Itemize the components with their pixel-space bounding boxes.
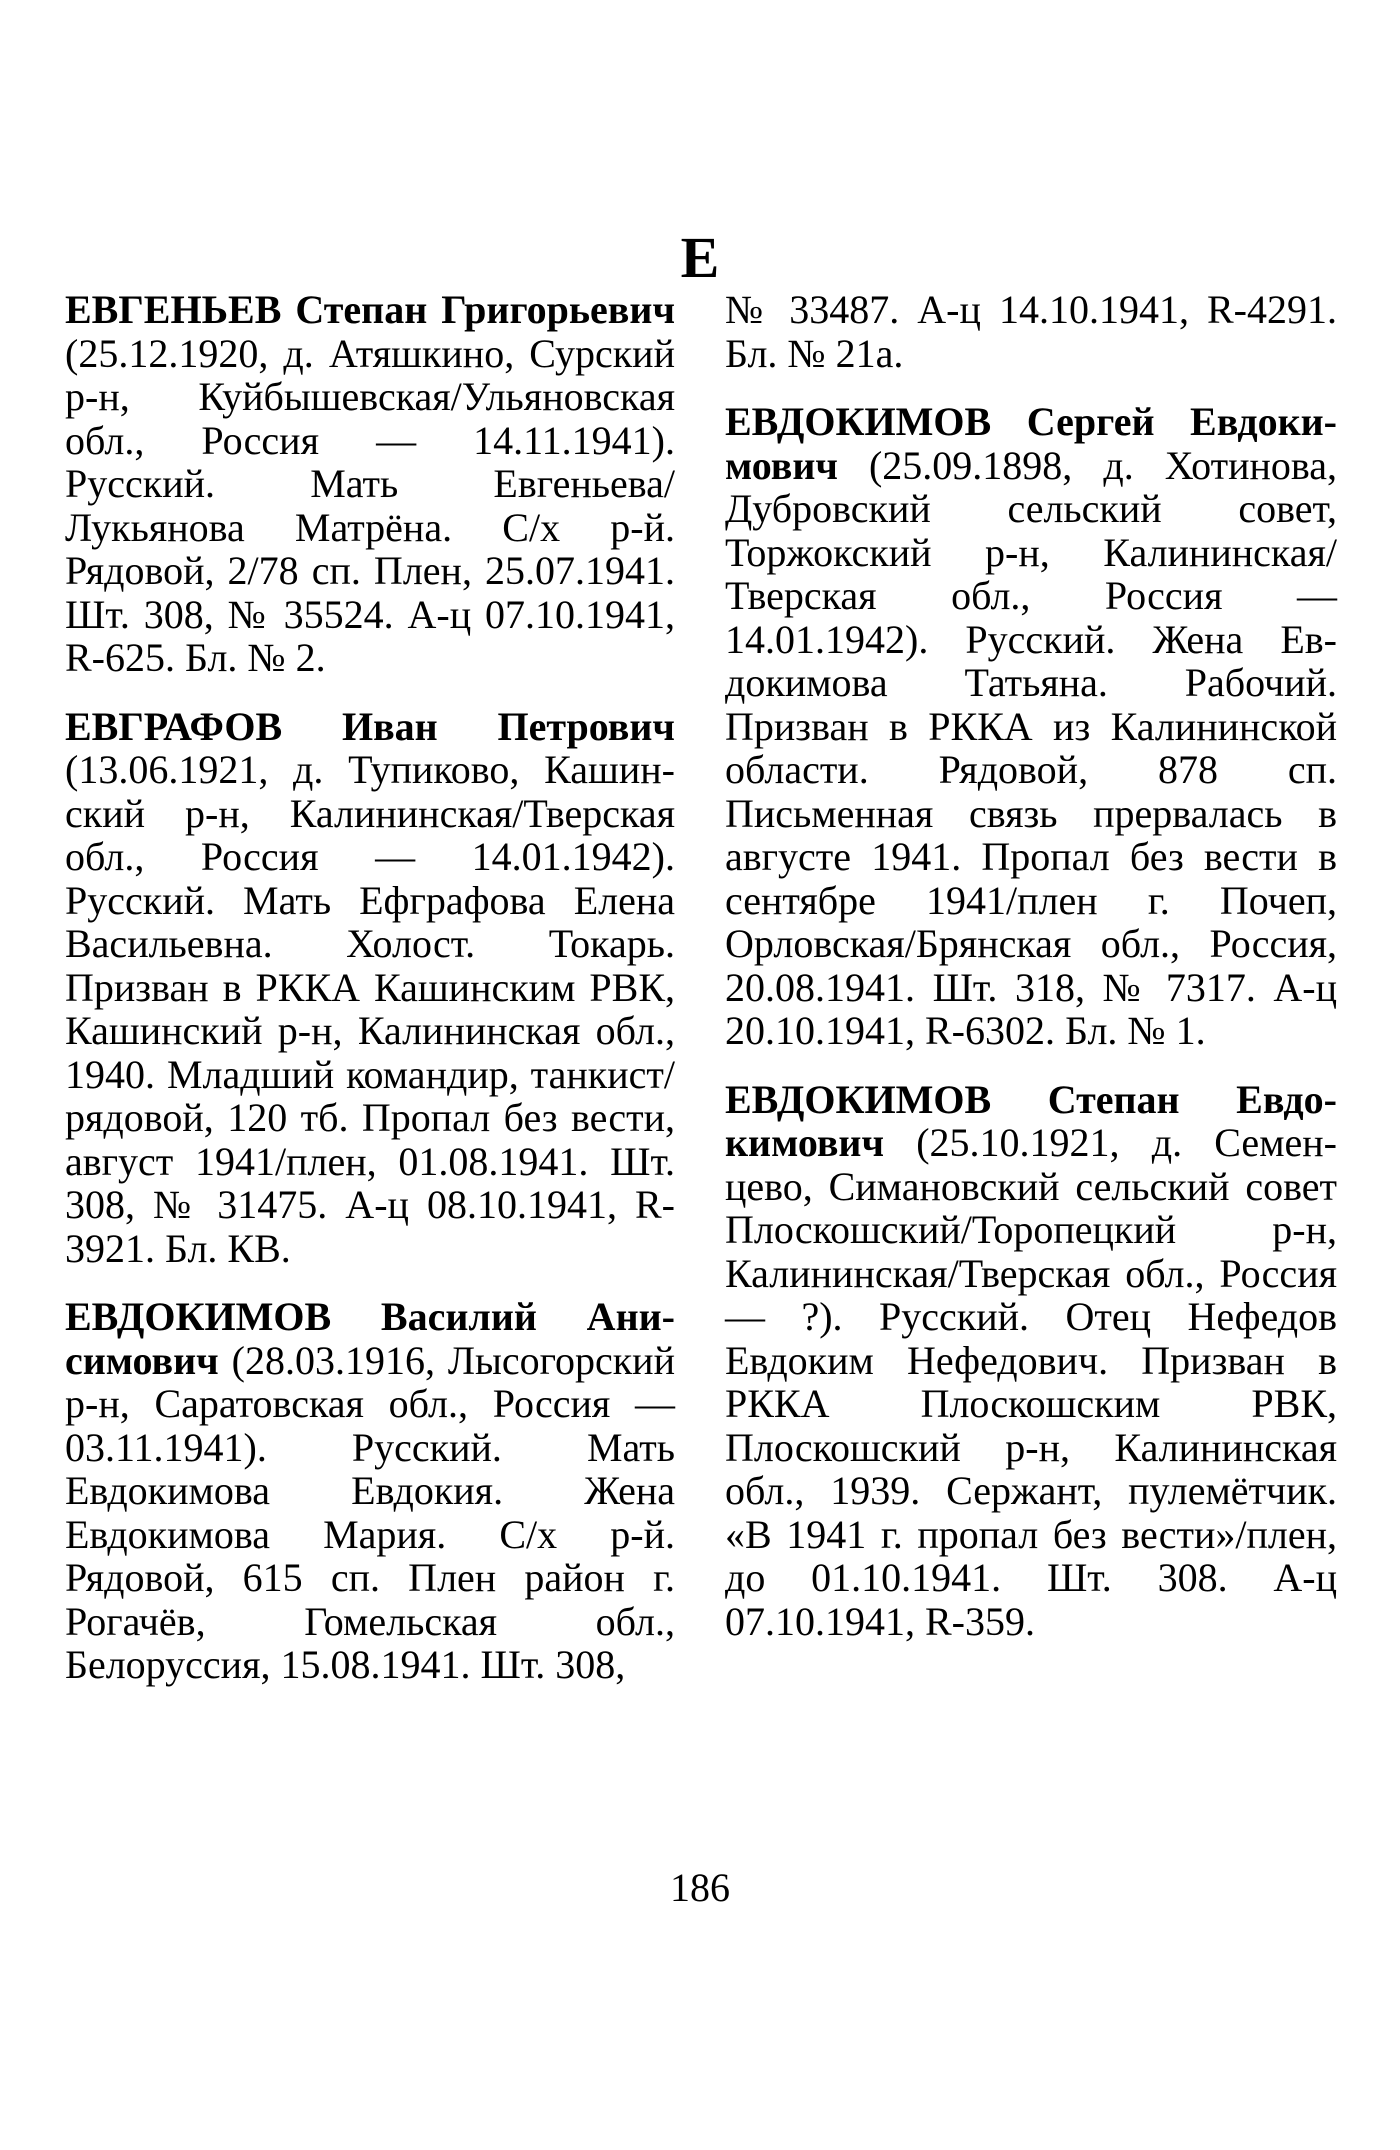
entry-evdokimov-vasily bbox=[65, 1295, 675, 1687]
entry-text: (25.12.1920, д. Атяшкино, Сурский р-н, Куйбышевская/Ульяновская обл., Россия — 14.11.1941). Русский. Мать Евгеньева/Лукьянова Матрёна. С/х р-й. Рядовой, 2/78 сп. Плен, 25.07.1941. Шт. 308, № 35524. А-ц 07.10.1941, R-625. Бл. № 2. bbox=[65, 330, 675, 680]
right-column bbox=[725, 288, 1337, 1668]
entry-text: (13.06.1921, д. Тупиково, Кашинский р-н, Калининская/Тверская обл., Россия — 14.01.1942). Русский. Мать Ефграфова Елена Васильевна. Холост. Токарь. Призван в РККА Кашинским РВК, Кашинский р-н, Калининская обл., 1940. Младший командир, танкист/рядовой, 120 тб. Пропал без вести, август 1941/плен, 01.08.1941. Шт. 308, № 31475. А-ц 08.10.1941, R-3921. Бл. КВ. bbox=[65, 747, 675, 1271]
entry-name: ЕВДОКИМОВ Василий Анисимович bbox=[65, 1294, 675, 1383]
entry-text: (25.10.1921, д. Семенцево, Симановский сельский совет Плоскошский/Торопецкий р-н, Калининская/Тверская обл., Россия — ?). Русский. Отец Нефедов Евдоким Нефедович. Призван в РККА Плоскошским РВК, Плоскошский р-н, Калининская обл., 1939. Сержант, пулемётчик. «В 1941 г. пропал без вести»/плен, до 01.10.1941. Шт. 308. А-ц 07.10.1941, R-359. bbox=[725, 1120, 1337, 1644]
entry-text: № 33487. А-ц 14.10.1941, R-4291. Бл. № 21а. bbox=[725, 287, 1337, 376]
entry-text: (25.09.1898, д. Хотинова, Дубровский сельский совет, Торжокский р-н, Калининская/Тверская обл., Россия — 14.01.1942). Русский. Жена Евдокимова Татьяна. Рабочий. Призван в РККА из Калининской области. Рядовой, 878 сп. Письменная связь прервалась в августе 1941. Пропал без вести в сентябре 1941/плен г. Почеп, Орловская/Брянская обл., Россия, 20.08.1941. Шт. 318, № 7317. А-ц 20.10.1941, R-6302. Бл. № 1. bbox=[725, 442, 1337, 1053]
entry-name: ЕВГЕНЬЕВ Степан Григорьевич bbox=[65, 287, 675, 332]
entry-evgrafov bbox=[65, 705, 675, 1271]
entry-evgenev bbox=[65, 288, 675, 680]
entry-evdokimov-sergey bbox=[725, 400, 1337, 1053]
page-number: 186 bbox=[670, 1865, 730, 1910]
section-letter: Е bbox=[680, 225, 720, 290]
entry-name: ЕВДОКИМОВ Сергей Евдокимович bbox=[725, 399, 1337, 488]
entry-name: ЕВГРАФОВ Иван Петрович bbox=[65, 703, 675, 749]
entry-text: (28.03.1916, Лысогорский р-н, Саратовская обл., Россия — 03.11.1941). Русский. Мать Евдокимова Евдокия. Жена Евдокимова Мария. С/х р-й. Рядовой, 615 сп. Плен район г. Рогачёв, Гомельская обл., Белоруссия, 15.08.1941. Шт. 308, bbox=[65, 1337, 675, 1687]
entry-evdokimov-stepan bbox=[725, 1078, 1337, 1644]
left-column bbox=[65, 288, 675, 1712]
entry-name: ЕВДОКИМОВ Степан Евдокимович bbox=[725, 1076, 1337, 1165]
entry-continuation bbox=[725, 288, 1337, 375]
